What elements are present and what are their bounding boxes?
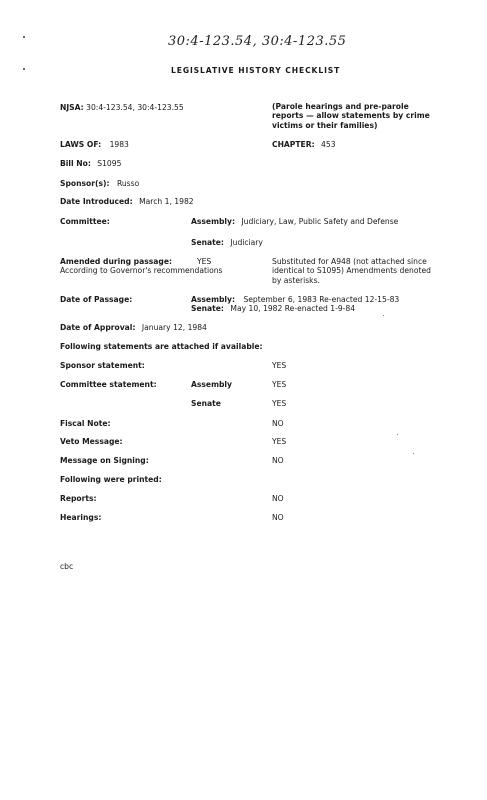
date-introduced-label: Date Introduced: bbox=[60, 197, 133, 206]
preparer-initials: cbc bbox=[60, 562, 74, 571]
date-introduced-row bbox=[60, 197, 194, 206]
njsa-row bbox=[60, 103, 184, 112]
passage-assembly-value: September 6, 1983 Re-enacted 12-15-83 bbox=[243, 295, 400, 304]
committee-statement-assembly-value: YES bbox=[272, 380, 287, 389]
sponsor-statement-label: Sponsor statement: bbox=[60, 361, 145, 370]
amended-note: According to Governor's recommendations bbox=[60, 266, 223, 275]
committee-assembly-value: Judiciary, Law, Public Safety and Defense bbox=[241, 217, 399, 226]
message-on-signing-value: NO bbox=[272, 456, 284, 465]
njsa-value: 30:4-123.54, 30:4-123.55 bbox=[86, 103, 184, 112]
sponsor-value: Russo bbox=[116, 179, 140, 188]
scan-speck bbox=[397, 434, 398, 435]
committee-statement-label: Committee statement: bbox=[60, 380, 157, 389]
passage-senate-label: Senate: bbox=[191, 304, 224, 313]
bill-subject: (Parole hearings and pre-parole reports — allow statements by crime victims or their families) bbox=[272, 102, 430, 130]
page-title: LEGISLATIVE HISTORY CHECKLIST bbox=[171, 66, 341, 75]
passage-senate-value: May 10, 1982 Re-enacted 1-9-84 bbox=[230, 304, 356, 313]
scan-speck bbox=[383, 315, 384, 316]
sponsor-label: Sponsor(s): bbox=[60, 179, 110, 188]
attached-statements-heading: Following statements are attached if available: bbox=[60, 342, 263, 351]
passage-assembly-label: Assembly: bbox=[191, 295, 236, 304]
committee-statement-senate-label: Senate bbox=[191, 399, 221, 408]
committee-assembly-row bbox=[191, 217, 398, 226]
reports-label: Reports: bbox=[60, 494, 97, 503]
substitution-note: Substituted for A948 (not attached since identical to S1095) Amendments denoted by asterisks. bbox=[272, 257, 431, 285]
chapter-row bbox=[272, 140, 336, 149]
laws-of-label: LAWS OF: bbox=[60, 140, 102, 149]
committee-assembly-label: Assembly: bbox=[191, 217, 236, 226]
hearings-label: Hearings: bbox=[60, 513, 102, 522]
handwritten-statute-reference: 30:4-123.54, 30:4-123.55 bbox=[168, 34, 347, 49]
amended-label: Amended during passage: bbox=[60, 257, 173, 266]
bill-no-row bbox=[60, 159, 121, 168]
passage-senate-row bbox=[191, 304, 355, 313]
margin-mark bbox=[23, 68, 25, 70]
laws-of-value: 1983 bbox=[109, 140, 129, 149]
chapter-value: 453 bbox=[321, 140, 336, 149]
committee-label: Committee: bbox=[60, 217, 110, 226]
date-of-approval-label: Date of Approval: bbox=[60, 323, 136, 332]
date-of-passage-label: Date of Passage: bbox=[60, 295, 133, 304]
committee-senate-label: Senate: bbox=[191, 238, 224, 247]
scan-speck bbox=[413, 453, 414, 454]
reports-value: NO bbox=[272, 494, 284, 503]
veto-message-label: Veto Message: bbox=[60, 437, 123, 446]
laws-of-row bbox=[60, 140, 129, 149]
committee-senate-row bbox=[191, 238, 263, 247]
committee-senate-value: Judiciary bbox=[230, 238, 263, 247]
message-on-signing-label: Message on Signing: bbox=[60, 456, 149, 465]
sponsor-row bbox=[60, 179, 139, 188]
committee-statement-assembly-label: Assembly bbox=[191, 380, 232, 389]
date-introduced-value: March 1, 1982 bbox=[139, 197, 194, 206]
date-of-approval-row bbox=[60, 323, 207, 332]
veto-message-value: YES bbox=[272, 437, 287, 446]
date-of-approval-value: January 12, 1984 bbox=[141, 323, 207, 332]
chapter-label: CHAPTER: bbox=[272, 140, 315, 149]
committee-statement-senate-value: YES bbox=[272, 399, 287, 408]
bill-no-value: S1095 bbox=[97, 159, 122, 168]
margin-mark bbox=[23, 36, 25, 38]
amended-value: YES bbox=[197, 257, 212, 266]
bill-no-label: Bill No: bbox=[60, 159, 91, 168]
fiscal-note-value: NO bbox=[272, 419, 284, 428]
sponsor-statement-value: YES bbox=[272, 361, 287, 370]
njsa-label: NJSA: bbox=[60, 103, 84, 112]
printed-heading: Following were printed: bbox=[60, 475, 162, 484]
hearings-value: NO bbox=[272, 513, 284, 522]
fiscal-note-label: Fiscal Note: bbox=[60, 419, 111, 428]
